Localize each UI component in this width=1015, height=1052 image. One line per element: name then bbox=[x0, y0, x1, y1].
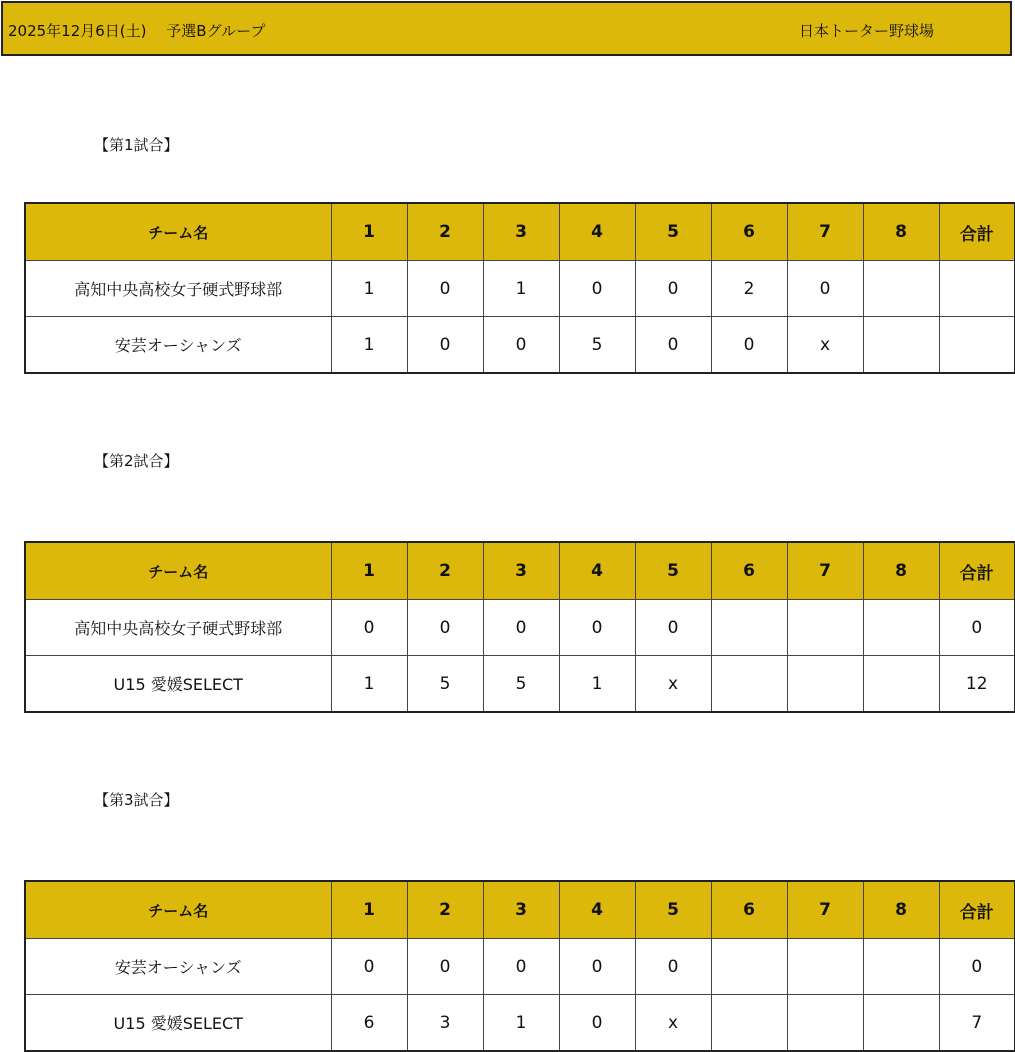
total-column-header: 合計 bbox=[939, 881, 1015, 939]
inning-column-header: 1 bbox=[331, 881, 407, 939]
inning-score-cell: 5 bbox=[559, 317, 635, 374]
inning-column-header: 6 bbox=[711, 203, 787, 261]
inning-column-header: 5 bbox=[635, 542, 711, 600]
table-row bbox=[25, 995, 1015, 1052]
inning-score-cell: 0 bbox=[331, 939, 407, 995]
total-score-cell: 7 bbox=[939, 995, 1015, 1052]
inning-score-cell: 6 bbox=[331, 995, 407, 1052]
inning-score-cell: 0 bbox=[407, 600, 483, 656]
inning-score-cell: 0 bbox=[787, 261, 863, 317]
table-row bbox=[25, 317, 1015, 374]
team-name-cell: 安芸オーシャンズ bbox=[25, 939, 331, 995]
inning-column-header: 8 bbox=[863, 203, 939, 261]
inning-score-cell: 5 bbox=[407, 656, 483, 713]
inning-score-cell: 0 bbox=[407, 939, 483, 995]
inning-column-header: 8 bbox=[863, 881, 939, 939]
inning-score-cell: 5 bbox=[483, 656, 559, 713]
inning-score-cell bbox=[863, 600, 939, 656]
scoreboard-table bbox=[24, 541, 1015, 713]
total-score-cell bbox=[939, 261, 1015, 317]
inning-score-cell: 1 bbox=[331, 656, 407, 713]
game-label: 【第2試合】 bbox=[94, 452, 179, 470]
total-score-cell: 12 bbox=[939, 656, 1015, 713]
table-header-row bbox=[25, 203, 1015, 261]
inning-score-cell bbox=[787, 600, 863, 656]
inning-score-cell bbox=[787, 939, 863, 995]
inning-column-header: 4 bbox=[559, 542, 635, 600]
header-venue: 日本トーター野球場 bbox=[799, 22, 935, 40]
inning-score-cell bbox=[863, 995, 939, 1052]
inning-column-header: 7 bbox=[787, 203, 863, 261]
total-score-cell: 0 bbox=[939, 600, 1015, 656]
inning-score-cell bbox=[863, 261, 939, 317]
inning-column-header: 5 bbox=[635, 881, 711, 939]
inning-score-cell: 0 bbox=[635, 261, 711, 317]
inning-column-header: 2 bbox=[407, 203, 483, 261]
table-row bbox=[25, 939, 1015, 995]
inning-score-cell: 1 bbox=[331, 317, 407, 374]
inning-score-cell: 2 bbox=[711, 261, 787, 317]
team-name-cell: 安芸オーシャンズ bbox=[25, 317, 331, 374]
inning-score-cell: 1 bbox=[483, 261, 559, 317]
table-header-row bbox=[25, 881, 1015, 939]
inning-score-cell: 0 bbox=[483, 317, 559, 374]
inning-score-cell bbox=[711, 600, 787, 656]
inning-score-cell: 0 bbox=[559, 939, 635, 995]
inning-score-cell: 0 bbox=[331, 600, 407, 656]
inning-score-cell bbox=[787, 656, 863, 713]
inning-column-header: 3 bbox=[483, 542, 559, 600]
inning-score-cell: 0 bbox=[483, 939, 559, 995]
inning-score-cell: 0 bbox=[635, 317, 711, 374]
inning-score-cell: 0 bbox=[635, 600, 711, 656]
inning-score-cell: 0 bbox=[559, 261, 635, 317]
inning-score-cell bbox=[711, 939, 787, 995]
header-date-group: 2025年12月6日(土) 予選Bグループ bbox=[8, 22, 266, 40]
inning-score-cell: 1 bbox=[559, 656, 635, 713]
inning-column-header: 4 bbox=[559, 203, 635, 261]
inning-score-cell: 0 bbox=[559, 995, 635, 1052]
inning-score-cell bbox=[863, 317, 939, 374]
inning-column-header: 8 bbox=[863, 542, 939, 600]
table-row bbox=[25, 600, 1015, 656]
inning-score-cell bbox=[711, 995, 787, 1052]
inning-score-cell: 0 bbox=[711, 317, 787, 374]
inning-score-cell bbox=[863, 939, 939, 995]
inning-column-header: 2 bbox=[407, 542, 483, 600]
game-label: 【第1試合】 bbox=[94, 136, 179, 154]
table-row bbox=[25, 261, 1015, 317]
inning-column-header: 2 bbox=[407, 881, 483, 939]
inning-column-header: 1 bbox=[331, 542, 407, 600]
team-column-header: チーム名 bbox=[25, 203, 331, 261]
inning-column-header: 7 bbox=[787, 542, 863, 600]
inning-score-cell: 0 bbox=[559, 600, 635, 656]
team-column-header: チーム名 bbox=[25, 881, 331, 939]
inning-column-header: 3 bbox=[483, 881, 559, 939]
team-name-cell: 高知中央高校女子硬式野球部 bbox=[25, 261, 331, 317]
page-header bbox=[1, 1, 1012, 56]
scoreboard-table bbox=[24, 880, 1015, 1052]
inning-score-cell: x bbox=[635, 995, 711, 1052]
total-score-cell: 0 bbox=[939, 939, 1015, 995]
inning-score-cell: 1 bbox=[331, 261, 407, 317]
inning-column-header: 4 bbox=[559, 881, 635, 939]
game-label: 【第3試合】 bbox=[94, 791, 179, 809]
table-row bbox=[25, 656, 1015, 713]
inning-score-cell: 1 bbox=[483, 995, 559, 1052]
inning-score-cell bbox=[863, 656, 939, 713]
total-column-header: 合計 bbox=[939, 542, 1015, 600]
inning-column-header: 6 bbox=[711, 542, 787, 600]
inning-score-cell bbox=[711, 656, 787, 713]
team-column-header: チーム名 bbox=[25, 542, 331, 600]
inning-score-cell: x bbox=[787, 317, 863, 374]
inning-column-header: 7 bbox=[787, 881, 863, 939]
inning-score-cell: 0 bbox=[407, 261, 483, 317]
inning-score-cell: 0 bbox=[483, 600, 559, 656]
team-name-cell: U15 愛媛SELECT bbox=[25, 656, 331, 713]
inning-score-cell: 0 bbox=[407, 317, 483, 374]
team-name-cell: 高知中央高校女子硬式野球部 bbox=[25, 600, 331, 656]
inning-column-header: 1 bbox=[331, 203, 407, 261]
inning-score-cell: x bbox=[635, 656, 711, 713]
team-name-cell: U15 愛媛SELECT bbox=[25, 995, 331, 1052]
scoreboard-table bbox=[24, 202, 1015, 374]
inning-column-header: 6 bbox=[711, 881, 787, 939]
total-column-header: 合計 bbox=[939, 203, 1015, 261]
inning-score-cell bbox=[787, 995, 863, 1052]
inning-score-cell: 3 bbox=[407, 995, 483, 1052]
table-header-row bbox=[25, 542, 1015, 600]
inning-column-header: 3 bbox=[483, 203, 559, 261]
inning-column-header: 5 bbox=[635, 203, 711, 261]
total-score-cell bbox=[939, 317, 1015, 374]
inning-score-cell: 0 bbox=[635, 939, 711, 995]
